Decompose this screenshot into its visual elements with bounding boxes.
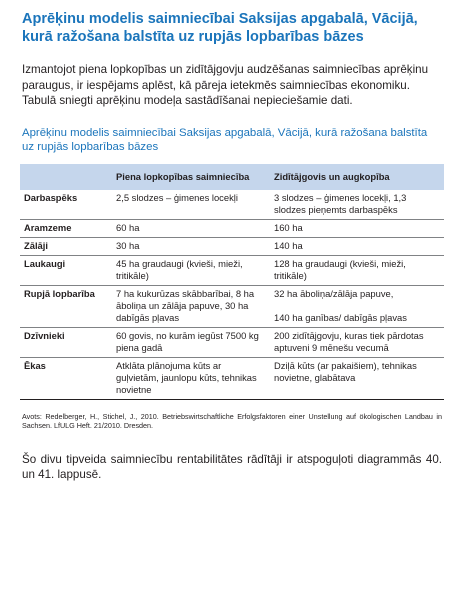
table-row (20, 255, 444, 285)
table-header-empty (20, 164, 112, 190)
suckler-cell: 128 ha graudaugi (kvieši, mieži, tritikāle) (270, 255, 444, 285)
closing-paragraph: Šo divu tipveida saimniecību rentabilitātes rādītāji ir atspoguļoti diagrammās 40. un 41. lappusē. (22, 452, 442, 481)
dairy-cell: 60 govis, no kurām iegūst 7500 kg piena gadā (112, 327, 270, 357)
suckler-cell: 32 ha āboliņa/zālāja papuve, 140 ha ganības/ dabīgās pļavas (270, 285, 444, 327)
table-header-row (20, 164, 444, 190)
row-label: Laukaugi (20, 255, 112, 285)
row-label: Ēkas (20, 357, 112, 399)
dairy-cell: 7 ha kukurūzas skābbarībai, 8 ha āboliņa un zālāja papuve, 30 ha dabīgās pļavas (112, 285, 270, 327)
table-row (20, 285, 444, 327)
farm-model-table (20, 164, 444, 400)
suckler-cell: 200 zidītājgovju, kuras tiek pārdotas aptuveni 9 mēnešu vecumā (270, 327, 444, 357)
source-citation: Avots: Redelberger, H., Stichel, J., 2010. Betriebswirtschaftliche Erfolgsfaktoren einer Unstellung auf ökologischen Landbau in Sachsen. LfULG Heft. 21/2010. Dresden. (22, 411, 442, 430)
dairy-cell: 45 ha graudaugi (kvieši, mieži, tritikāle) (112, 255, 270, 285)
table-row (20, 327, 444, 357)
table-row (20, 237, 444, 255)
row-label: Darbaspēks (24, 191, 78, 203)
row-label: Aramzeme (20, 219, 112, 237)
row-label: Dzīvnieki (20, 327, 112, 357)
dairy-cell: 30 ha (112, 237, 270, 255)
document-page (22, 10, 442, 483)
dairy-cell: Atklāta plānojuma kūts ar guļvietām, jaunlopu kūts, tehnikas novietne (112, 357, 270, 399)
suckler-cell: Dziļā kūts (ar pakaišiem), tehnikas novietne, glabātava (270, 357, 444, 399)
row-label: Rupjā lopbarība (20, 285, 112, 327)
row-label: Zālāji (20, 237, 112, 255)
suckler-cell: 3 slodzes – ģimenes locekļi, 1,3 slodzes pieņemts darbaspēks (274, 191, 407, 215)
table-header-dairy: Piena lopkopības saimniecība (112, 164, 270, 190)
table-row (20, 357, 444, 399)
table-row (20, 190, 444, 220)
table-header-suckler: Zidītājgovis un augkopība (270, 164, 444, 190)
table-body (20, 190, 444, 400)
intro-paragraph: Izmantojot piena lopkopības un zidītājgovju audzēšanas saimniecības aprēķinu paraugus, ir iespējams aplēst, kā pāreja ietekmēs saimniecības ekonomiku. Tabulā sniegti aprēķinu modeļa sastādīšanai nepieciešamie dati. (22, 63, 429, 107)
table-title: Aprēķinu modelis saimniecībai Saksijas apgabalā, Vācijā, kurā ražošana balstīta uz rupjās lopbarības bāzes (22, 126, 428, 153)
page-title: Aprēķinu modelis saimniecībai Saksijas apgabalā, Vācijā, kurā ražošana balstīta uz rupjās lopbarības bāzes (22, 11, 418, 45)
table-row (20, 219, 444, 237)
table-header (20, 164, 444, 190)
dairy-cell: 2,5 slodzes – ģimenes locekļi (116, 191, 238, 203)
suckler-cell: 160 ha (270, 219, 444, 237)
suckler-cell: 140 ha (270, 237, 444, 255)
dairy-cell: 60 ha (112, 219, 270, 237)
